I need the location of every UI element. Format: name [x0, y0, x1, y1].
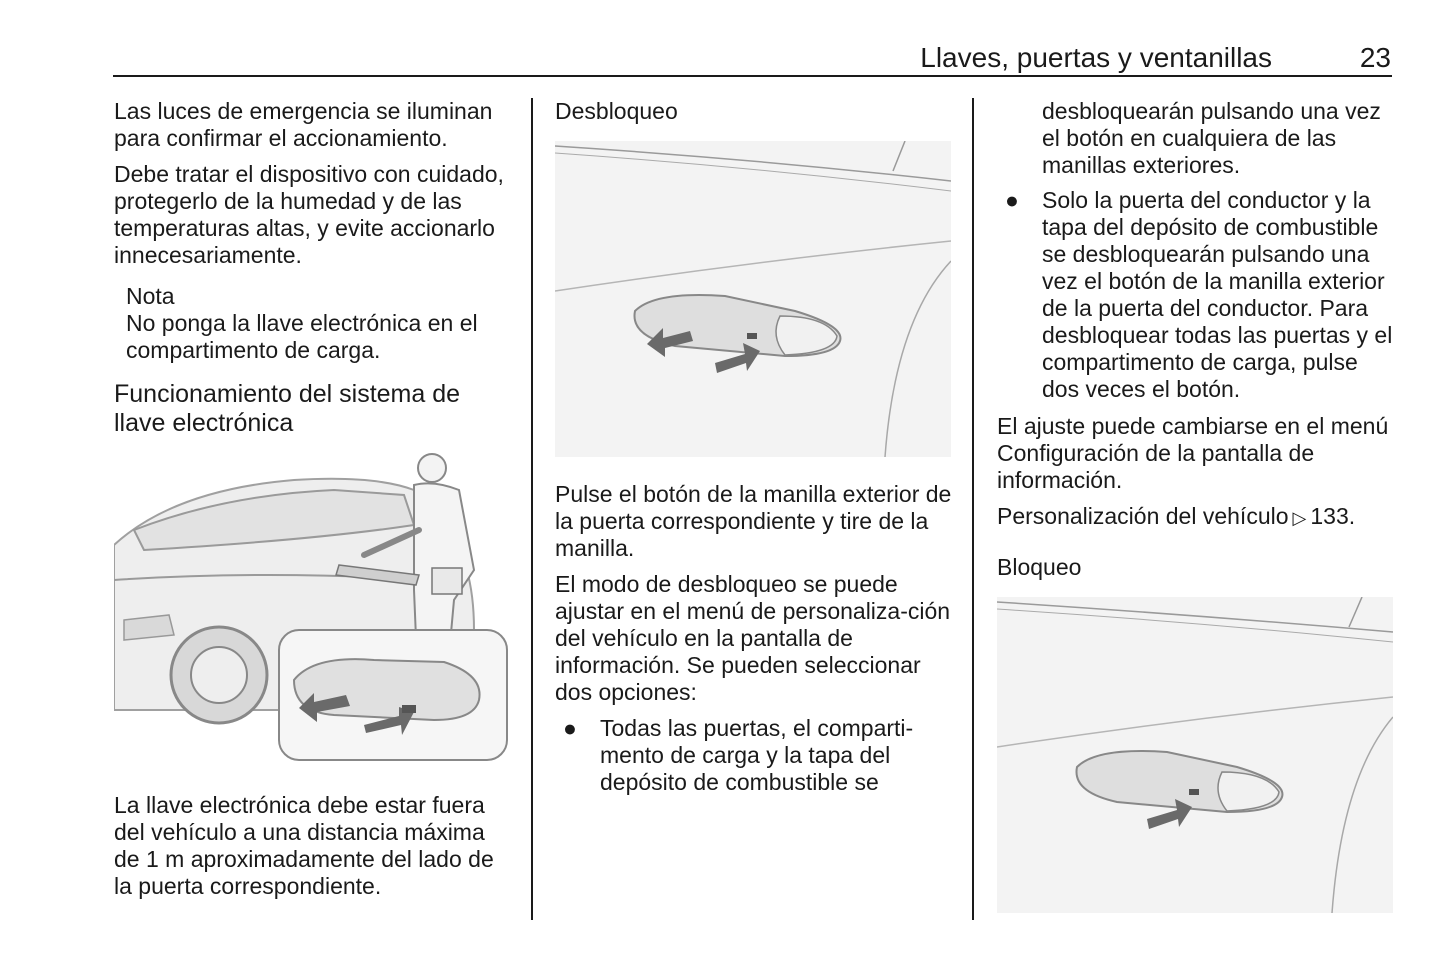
page-number: 23 — [1359, 42, 1391, 73]
bullet-dot: ● — [563, 715, 577, 741]
note-text: No ponga la llave electrónica en el compartimento de carga. — [126, 310, 478, 363]
paragraph: Pulse el botón de la manilla exterior de la puerta correspondiente y tire de la manilla. — [555, 481, 952, 561]
paragraph: Las luces de emergencia se iluminan para confirmar el accionamiento. — [114, 98, 493, 151]
note-box — [126, 283, 514, 364]
bullet-text: Todas las puertas, el comparti-mento de carga y la tapa del depósito de combustible se — [600, 715, 914, 795]
bullet-dot: ● — [1005, 187, 1019, 213]
subheading: Bloqueo — [997, 554, 1082, 580]
menu-name: Configuración — [997, 440, 1139, 466]
paragraph-text: de la pantalla de información. — [997, 440, 1315, 493]
door-handle-lock-illustration — [997, 597, 1393, 913]
paragraph — [997, 503, 1393, 532]
paragraph: Debe tratar el dispositivo con cuidado, protegerlo de la humedad y de las temperaturas altas, y evite accionarlo innecesariamente. — [114, 161, 504, 268]
running-header-title: Llaves, puertas y ventanillas — [920, 42, 1272, 73]
paragraph: El modo de desbloqueo se puede ajustar en el menú de personaliza-ción del vehículo en la pantalla de información. Se pueden seleccionar dos opciones: — [555, 571, 951, 705]
column-3 — [997, 98, 1393, 913]
bullet-text: Solo la puerta del conductor y la tapa del depósito de combustible se desbloquearán pulsando una vez el botón de la manilla exterior de la puerta del conductor. Para desbloquear todas las puertas y el compartimento de carga, pulse dos veces el botón. — [1042, 187, 1393, 402]
header-rule — [113, 75, 1392, 77]
column-1 — [114, 98, 514, 909]
bullet-continuation: desbloquearán pulsando una vez el botón en cualquiera de las manillas exteriores. — [1042, 98, 1381, 178]
cross-reference-text: Personalización del vehículo — [997, 503, 1289, 529]
paragraph: La llave electrónica debe estar fuera del vehículo a una distancia máxima de 1 m aproximadamente del lado de la puerta correspondiente. — [114, 792, 494, 899]
subheading: Desbloqueo — [555, 98, 678, 124]
bullet-item — [555, 715, 955, 796]
page-ref-icon: ▷ — [1292, 508, 1307, 528]
car-key-illustration — [114, 450, 510, 765]
page-ref-number: 133. — [1310, 503, 1356, 529]
paragraph — [997, 413, 1393, 494]
bullet-item — [997, 187, 1393, 403]
note-title: Nota — [126, 283, 175, 309]
column-divider-1 — [531, 98, 533, 920]
section-heading: Funcionamiento del sistema de llave electrónica — [114, 380, 461, 437]
column-divider-2 — [972, 98, 974, 920]
door-handle-unlock-illustration — [555, 141, 951, 457]
column-2 — [555, 98, 955, 804]
paragraph-text: El ajuste puede cambiarse en el menú — [997, 413, 1389, 439]
